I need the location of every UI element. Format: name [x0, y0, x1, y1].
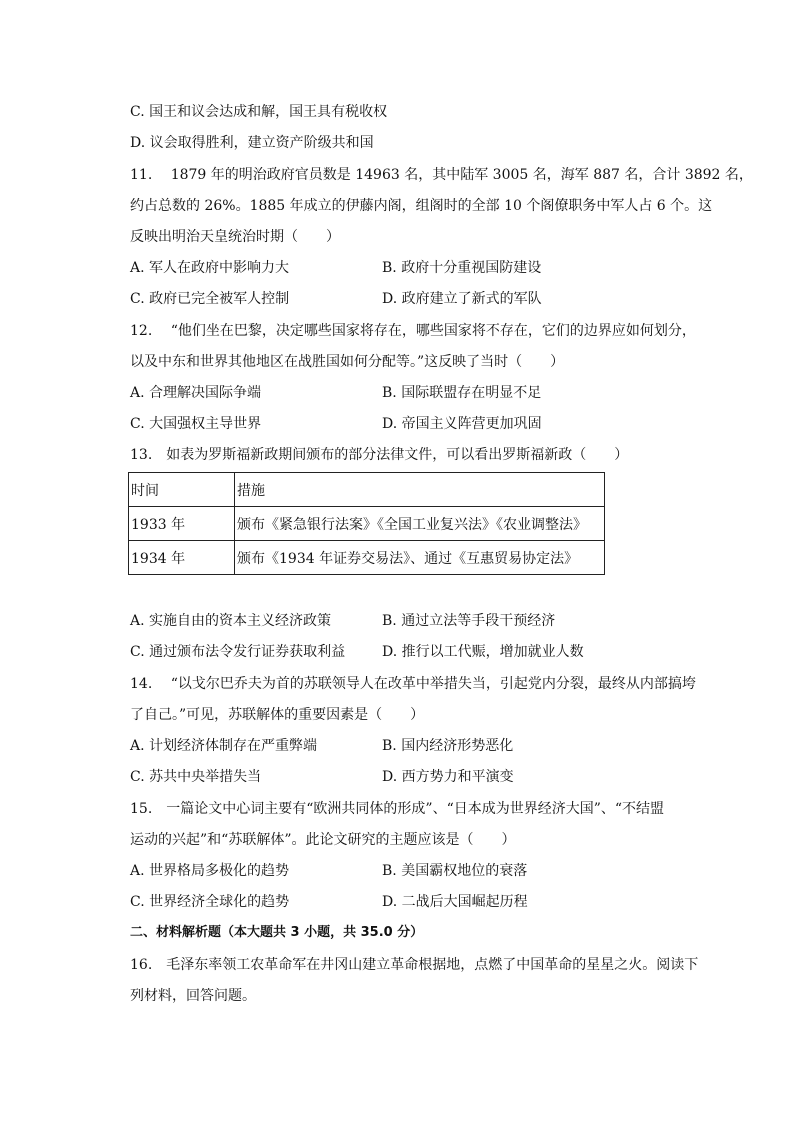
q10-option-c: C. 国王和议会达成和解，国王具有税收权 [130, 104, 388, 120]
q11-stem-line-1: 11. 1879 年的明治政府官员数是 14963 名，其中陆军 3005 名，海军 887 名，合计 3892 名， [130, 167, 753, 183]
q12-stem-line-2: 以及中东和世界其他地区在战胜国如何分配等。”这反映了当时（ ） [130, 354, 565, 370]
q13-option-a: A. 实施自由的资本主义经济政策 [130, 613, 332, 629]
q15-stem-line-1: 15. 一篇论文中心词主要有“欧洲共同体的形成”、“日本成为世界经济大国”、“不结盟 [130, 801, 665, 817]
table-row [129, 541, 605, 575]
q13-option-b: B. 通过立法等手段干预经济 [382, 613, 556, 629]
q15-option-d: D. 二战后大国崛起历程 [382, 894, 528, 910]
table-row [129, 507, 605, 541]
q15-option-c: C. 世界经济全球化的趋势 [130, 894, 290, 910]
table-header-row [129, 473, 605, 507]
q12-option-b: B. 国际联盟存在明显不足 [382, 385, 542, 401]
section-heading: 二、材料解析题（本大题共 3 小题，共 35.0 分） [130, 925, 424, 940]
q14-option-d: D. 西方势力和平演变 [382, 769, 514, 785]
q11-option-a: A. 军人在政府中影响力大 [130, 260, 290, 276]
q13-option-d: D. 推行以工代赈，增加就业人数 [382, 644, 584, 660]
q12-stem-line-1: 12. “他们坐在巴黎，决定哪些国家将存在，哪些国家将不存在，它们的边界应如何划分， [130, 323, 696, 339]
q11-option-d: D. 政府建立了新式的军队 [382, 291, 542, 307]
table-header-time: 时间 [129, 473, 235, 507]
q14-stem-line-1: 14. “以戈尔巴乔夫为首的苏联领导人在改革中举措失当，引起党内分裂，最终从内部搞垮 [130, 676, 696, 692]
q16-stem-line-2: 列材料，回答问题。 [130, 988, 256, 1004]
q10-option-d: D. 议会取得胜利，建立资产阶级共和国 [130, 135, 374, 151]
q15-option-b: B. 美国霸权地位的衰落 [382, 863, 528, 879]
q14-stem-line-2: 了自己。”可见，苏联解体的重要因素是（ ） [130, 707, 425, 723]
table-cell-measure: 颁布《紧急银行法案》《全国工业复兴法》《农业调整法》 [235, 507, 605, 541]
q11-option-c: C. 政府已完全被军人控制 [130, 291, 290, 307]
q11-stem-line-2: 约占总数的 26%。1885 年成立的伊藤内阁，组阁时的全部 10 个阁僚职务中军人占 6 个。这 [130, 198, 713, 214]
q16-stem-line-1: 16. 毛泽东率领工农革命军在井冈山建立革命根据地，点燃了中国革命的星星之火。阅读下 [130, 957, 699, 973]
q12-option-a: A. 合理解决国际争端 [130, 385, 262, 401]
q15-option-a: A. 世界格局多极化的趋势 [130, 863, 290, 879]
q14-option-c: C. 苏共中央举措失当 [130, 769, 262, 785]
q11-option-b: B. 政府十分重视国防建设 [382, 260, 542, 276]
q14-option-a: A. 计划经济体制存在严重弊端 [130, 738, 318, 754]
q14-option-b: B. 国内经济形势恶化 [382, 738, 514, 754]
q13-option-c: C. 通过颁布法令发行证券获取利益 [130, 644, 346, 660]
q15-stem-line-2: 运动的兴起”和“苏联解体”。此论文研究的主题应该是（ ） [130, 832, 516, 848]
q12-option-c: C. 大国强权主导世界 [130, 416, 262, 432]
q11-stem-line-3: 反映出明治天皇统治时期（ ） [130, 229, 340, 245]
new-deal-laws-table [128, 472, 605, 575]
q12-option-d: D. 帝国主义阵营更加巩固 [382, 416, 542, 432]
table-cell-year: 1934 年 [129, 541, 235, 575]
table-header-measures: 措施 [235, 473, 605, 507]
table-cell-measure: 颁布《1934 年证券交易法》、通过《互惠贸易协定法》 [235, 541, 605, 575]
q13-stem-line-1: 13. 如表为罗斯福新政期间颁布的部分法律文件，可以看出罗斯福新政（ ） [130, 447, 629, 463]
table-cell-year: 1933 年 [129, 507, 235, 541]
